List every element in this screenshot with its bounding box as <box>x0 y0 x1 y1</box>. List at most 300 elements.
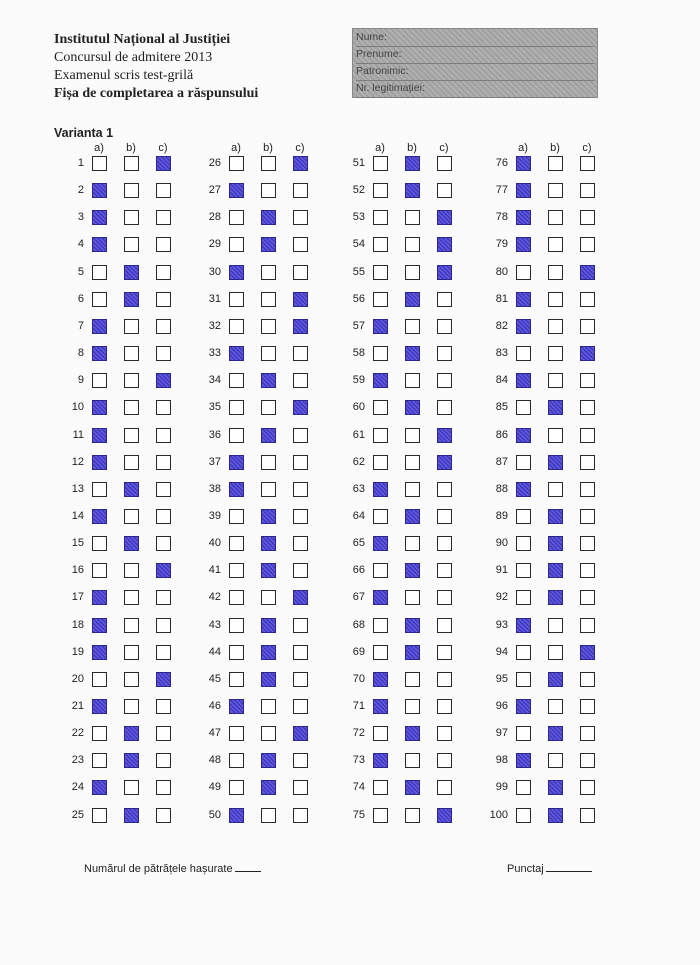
answer-box-25-c[interactable] <box>156 808 171 823</box>
answer-box-4-b[interactable] <box>124 237 139 252</box>
answer-box-21-b[interactable] <box>124 699 139 714</box>
answer-box-86-c[interactable] <box>580 428 595 443</box>
answer-box-38-b[interactable] <box>261 482 276 497</box>
answer-box-76-a[interactable] <box>516 156 531 171</box>
answer-box-2-b[interactable] <box>124 183 139 198</box>
answer-box-19-a[interactable] <box>92 645 107 660</box>
answer-box-93-b[interactable] <box>548 618 563 633</box>
answer-box-42-b[interactable] <box>261 590 276 605</box>
answer-box-75-a[interactable] <box>373 808 388 823</box>
answer-box-99-b[interactable] <box>548 780 563 795</box>
answer-box-21-c[interactable] <box>156 699 171 714</box>
answer-box-32-c[interactable] <box>293 319 308 334</box>
answer-box-10-c[interactable] <box>156 400 171 415</box>
answer-box-63-b[interactable] <box>405 482 420 497</box>
answer-box-64-a[interactable] <box>373 509 388 524</box>
answer-box-97-c[interactable] <box>580 726 595 741</box>
answer-box-100-a[interactable] <box>516 808 531 823</box>
answer-box-14-b[interactable] <box>124 509 139 524</box>
answer-box-98-a[interactable] <box>516 753 531 768</box>
answer-box-37-a[interactable] <box>229 455 244 470</box>
answer-box-83-b[interactable] <box>548 346 563 361</box>
answer-box-32-b[interactable] <box>261 319 276 334</box>
answer-box-58-a[interactable] <box>373 346 388 361</box>
answer-box-61-a[interactable] <box>373 428 388 443</box>
answer-box-37-c[interactable] <box>293 455 308 470</box>
answer-box-88-b[interactable] <box>548 482 563 497</box>
answer-box-48-b[interactable] <box>261 753 276 768</box>
answer-box-69-b[interactable] <box>405 645 420 660</box>
answer-box-49-b[interactable] <box>261 780 276 795</box>
answer-box-46-a[interactable] <box>229 699 244 714</box>
answer-box-51-c[interactable] <box>437 156 452 171</box>
answer-box-16-c[interactable] <box>156 563 171 578</box>
answer-box-18-b[interactable] <box>124 618 139 633</box>
answer-box-89-b[interactable] <box>548 509 563 524</box>
answer-box-96-a[interactable] <box>516 699 531 714</box>
answer-box-100-c[interactable] <box>580 808 595 823</box>
answer-box-74-c[interactable] <box>437 780 452 795</box>
answer-box-27-b[interactable] <box>261 183 276 198</box>
answer-box-75-c[interactable] <box>437 808 452 823</box>
answer-box-78-b[interactable] <box>548 210 563 225</box>
answer-box-82-b[interactable] <box>548 319 563 334</box>
answer-box-87-b[interactable] <box>548 455 563 470</box>
answer-box-89-c[interactable] <box>580 509 595 524</box>
answer-box-80-a[interactable] <box>516 265 531 280</box>
answer-box-97-b[interactable] <box>548 726 563 741</box>
answer-box-95-b[interactable] <box>548 672 563 687</box>
answer-box-68-b[interactable] <box>405 618 420 633</box>
shaded-count[interactable] <box>84 863 261 875</box>
answer-box-38-a[interactable] <box>229 482 244 497</box>
answer-box-5-a[interactable] <box>92 265 107 280</box>
answer-box-65-b[interactable] <box>405 536 420 551</box>
answer-box-14-a[interactable] <box>92 509 107 524</box>
field-patronimic[interactable]: Patronimic: <box>356 64 594 81</box>
answer-box-28-b[interactable] <box>261 210 276 225</box>
answer-box-47-b[interactable] <box>261 726 276 741</box>
answer-box-3-c[interactable] <box>156 210 171 225</box>
answer-box-67-c[interactable] <box>437 590 452 605</box>
answer-box-11-a[interactable] <box>92 428 107 443</box>
answer-box-56-c[interactable] <box>437 292 452 307</box>
answer-box-3-b[interactable] <box>124 210 139 225</box>
answer-box-46-b[interactable] <box>261 699 276 714</box>
answer-box-35-b[interactable] <box>261 400 276 415</box>
answer-box-83-c[interactable] <box>580 346 595 361</box>
answer-box-47-c[interactable] <box>293 726 308 741</box>
answer-box-56-a[interactable] <box>373 292 388 307</box>
answer-box-24-c[interactable] <box>156 780 171 795</box>
answer-box-29-b[interactable] <box>261 237 276 252</box>
answer-box-80-b[interactable] <box>548 265 563 280</box>
answer-box-73-c[interactable] <box>437 753 452 768</box>
answer-box-44-c[interactable] <box>293 645 308 660</box>
answer-box-52-c[interactable] <box>437 183 452 198</box>
answer-box-19-c[interactable] <box>156 645 171 660</box>
answer-box-81-b[interactable] <box>548 292 563 307</box>
answer-box-40-c[interactable] <box>293 536 308 551</box>
answer-box-33-c[interactable] <box>293 346 308 361</box>
answer-box-10-b[interactable] <box>124 400 139 415</box>
answer-box-88-c[interactable] <box>580 482 595 497</box>
answer-box-16-b[interactable] <box>124 563 139 578</box>
answer-box-70-c[interactable] <box>437 672 452 687</box>
answer-box-63-a[interactable] <box>373 482 388 497</box>
answer-box-55-b[interactable] <box>405 265 420 280</box>
answer-box-72-a[interactable] <box>373 726 388 741</box>
answer-box-92-b[interactable] <box>548 590 563 605</box>
answer-box-31-c[interactable] <box>293 292 308 307</box>
answer-box-34-a[interactable] <box>229 373 244 388</box>
answer-box-64-b[interactable] <box>405 509 420 524</box>
answer-box-50-c[interactable] <box>293 808 308 823</box>
answer-box-8-a[interactable] <box>92 346 107 361</box>
field-nume[interactable]: Nume: <box>356 30 594 47</box>
answer-box-39-c[interactable] <box>293 509 308 524</box>
answer-box-47-a[interactable] <box>229 726 244 741</box>
answer-box-17-a[interactable] <box>92 590 107 605</box>
answer-box-82-a[interactable] <box>516 319 531 334</box>
answer-box-69-a[interactable] <box>373 645 388 660</box>
answer-box-14-c[interactable] <box>156 509 171 524</box>
answer-box-90-c[interactable] <box>580 536 595 551</box>
answer-box-49-a[interactable] <box>229 780 244 795</box>
answer-box-60-c[interactable] <box>437 400 452 415</box>
answer-box-12-a[interactable] <box>92 455 107 470</box>
score[interactable] <box>507 863 592 875</box>
answer-box-33-b[interactable] <box>261 346 276 361</box>
answer-box-29-a[interactable] <box>229 237 244 252</box>
answer-box-39-b[interactable] <box>261 509 276 524</box>
answer-box-59-a[interactable] <box>373 373 388 388</box>
answer-box-63-c[interactable] <box>437 482 452 497</box>
answer-box-17-c[interactable] <box>156 590 171 605</box>
answer-box-65-c[interactable] <box>437 536 452 551</box>
answer-box-22-c[interactable] <box>156 726 171 741</box>
answer-box-76-b[interactable] <box>548 156 563 171</box>
answer-box-17-b[interactable] <box>124 590 139 605</box>
answer-box-59-b[interactable] <box>405 373 420 388</box>
answer-box-93-a[interactable] <box>516 618 531 633</box>
answer-box-28-c[interactable] <box>293 210 308 225</box>
answer-box-34-b[interactable] <box>261 373 276 388</box>
answer-box-65-a[interactable] <box>373 536 388 551</box>
answer-box-45-c[interactable] <box>293 672 308 687</box>
answer-box-7-c[interactable] <box>156 319 171 334</box>
answer-box-51-b[interactable] <box>405 156 420 171</box>
answer-box-77-c[interactable] <box>580 183 595 198</box>
answer-box-69-c[interactable] <box>437 645 452 660</box>
answer-box-36-b[interactable] <box>261 428 276 443</box>
answer-box-85-b[interactable] <box>548 400 563 415</box>
answer-box-77-b[interactable] <box>548 183 563 198</box>
answer-box-86-a[interactable] <box>516 428 531 443</box>
answer-box-9-b[interactable] <box>124 373 139 388</box>
answer-box-79-b[interactable] <box>548 237 563 252</box>
answer-box-85-a[interactable] <box>516 400 531 415</box>
answer-box-50-b[interactable] <box>261 808 276 823</box>
answer-box-96-c[interactable] <box>580 699 595 714</box>
answer-box-23-a[interactable] <box>92 753 107 768</box>
answer-box-76-c[interactable] <box>580 156 595 171</box>
answer-box-61-b[interactable] <box>405 428 420 443</box>
answer-box-21-a[interactable] <box>92 699 107 714</box>
answer-box-99-c[interactable] <box>580 780 595 795</box>
answer-box-1-a[interactable] <box>92 156 107 171</box>
answer-box-52-a[interactable] <box>373 183 388 198</box>
answer-box-88-a[interactable] <box>516 482 531 497</box>
answer-box-79-a[interactable] <box>516 237 531 252</box>
answer-box-97-a[interactable] <box>516 726 531 741</box>
answer-box-72-c[interactable] <box>437 726 452 741</box>
answer-box-91-a[interactable] <box>516 563 531 578</box>
answer-box-77-a[interactable] <box>516 183 531 198</box>
answer-box-27-c[interactable] <box>293 183 308 198</box>
answer-box-79-c[interactable] <box>580 237 595 252</box>
answer-box-94-c[interactable] <box>580 645 595 660</box>
answer-box-41-c[interactable] <box>293 563 308 578</box>
answer-box-20-b[interactable] <box>124 672 139 687</box>
answer-box-15-c[interactable] <box>156 536 171 551</box>
answer-box-41-b[interactable] <box>261 563 276 578</box>
answer-box-87-a[interactable] <box>516 455 531 470</box>
answer-box-44-b[interactable] <box>261 645 276 660</box>
answer-box-8-c[interactable] <box>156 346 171 361</box>
answer-box-18-a[interactable] <box>92 618 107 633</box>
answer-box-68-c[interactable] <box>437 618 452 633</box>
answer-box-15-b[interactable] <box>124 536 139 551</box>
answer-box-90-a[interactable] <box>516 536 531 551</box>
answer-box-24-b[interactable] <box>124 780 139 795</box>
answer-box-67-a[interactable] <box>373 590 388 605</box>
answer-box-35-a[interactable] <box>229 400 244 415</box>
answer-box-91-c[interactable] <box>580 563 595 578</box>
answer-box-84-b[interactable] <box>548 373 563 388</box>
answer-box-53-c[interactable] <box>437 210 452 225</box>
answer-box-74-b[interactable] <box>405 780 420 795</box>
answer-box-70-b[interactable] <box>405 672 420 687</box>
answer-box-54-b[interactable] <box>405 237 420 252</box>
answer-box-53-a[interactable] <box>373 210 388 225</box>
answer-box-11-c[interactable] <box>156 428 171 443</box>
answer-box-95-c[interactable] <box>580 672 595 687</box>
answer-box-23-b[interactable] <box>124 753 139 768</box>
answer-box-71-b[interactable] <box>405 699 420 714</box>
answer-box-20-a[interactable] <box>92 672 107 687</box>
answer-box-46-c[interactable] <box>293 699 308 714</box>
answer-box-68-a[interactable] <box>373 618 388 633</box>
answer-box-56-b[interactable] <box>405 292 420 307</box>
answer-box-54-c[interactable] <box>437 237 452 252</box>
answer-box-81-c[interactable] <box>580 292 595 307</box>
answer-box-92-c[interactable] <box>580 590 595 605</box>
answer-box-50-a[interactable] <box>229 808 244 823</box>
answer-box-18-c[interactable] <box>156 618 171 633</box>
answer-box-13-c[interactable] <box>156 482 171 497</box>
answer-box-93-c[interactable] <box>580 618 595 633</box>
answer-box-57-b[interactable] <box>405 319 420 334</box>
answer-box-49-c[interactable] <box>293 780 308 795</box>
answer-box-55-a[interactable] <box>373 265 388 280</box>
answer-box-71-a[interactable] <box>373 699 388 714</box>
answer-box-36-a[interactable] <box>229 428 244 443</box>
answer-box-4-a[interactable] <box>92 237 107 252</box>
answer-box-5-c[interactable] <box>156 265 171 280</box>
answer-box-24-a[interactable] <box>92 780 107 795</box>
answer-box-98-c[interactable] <box>580 753 595 768</box>
answer-box-96-b[interactable] <box>548 699 563 714</box>
answer-box-39-a[interactable] <box>229 509 244 524</box>
answer-box-48-c[interactable] <box>293 753 308 768</box>
answer-box-2-c[interactable] <box>156 183 171 198</box>
answer-box-84-a[interactable] <box>516 373 531 388</box>
answer-box-26-c[interactable] <box>293 156 308 171</box>
answer-box-66-b[interactable] <box>405 563 420 578</box>
answer-box-57-c[interactable] <box>437 319 452 334</box>
answer-box-2-a[interactable] <box>92 183 107 198</box>
answer-box-3-a[interactable] <box>92 210 107 225</box>
answer-box-7-b[interactable] <box>124 319 139 334</box>
answer-box-43-c[interactable] <box>293 618 308 633</box>
answer-box-40-a[interactable] <box>229 536 244 551</box>
answer-box-94-a[interactable] <box>516 645 531 660</box>
answer-box-30-a[interactable] <box>229 265 244 280</box>
answer-box-42-c[interactable] <box>293 590 308 605</box>
answer-box-83-a[interactable] <box>516 346 531 361</box>
answer-box-90-b[interactable] <box>548 536 563 551</box>
answer-box-22-b[interactable] <box>124 726 139 741</box>
answer-box-13-a[interactable] <box>92 482 107 497</box>
answer-box-38-c[interactable] <box>293 482 308 497</box>
answer-box-75-b[interactable] <box>405 808 420 823</box>
answer-box-23-c[interactable] <box>156 753 171 768</box>
answer-box-71-c[interactable] <box>437 699 452 714</box>
answer-box-61-c[interactable] <box>437 428 452 443</box>
answer-box-34-c[interactable] <box>293 373 308 388</box>
answer-box-29-c[interactable] <box>293 237 308 252</box>
answer-box-22-a[interactable] <box>92 726 107 741</box>
answer-box-6-b[interactable] <box>124 292 139 307</box>
answer-box-64-c[interactable] <box>437 509 452 524</box>
answer-box-54-a[interactable] <box>373 237 388 252</box>
answer-box-42-a[interactable] <box>229 590 244 605</box>
answer-box-44-a[interactable] <box>229 645 244 660</box>
answer-box-15-a[interactable] <box>92 536 107 551</box>
answer-box-4-c[interactable] <box>156 237 171 252</box>
answer-box-59-c[interactable] <box>437 373 452 388</box>
answer-box-25-b[interactable] <box>124 808 139 823</box>
answer-box-6-a[interactable] <box>92 292 107 307</box>
answer-box-37-b[interactable] <box>261 455 276 470</box>
answer-box-99-a[interactable] <box>516 780 531 795</box>
answer-box-57-a[interactable] <box>373 319 388 334</box>
answer-box-84-c[interactable] <box>580 373 595 388</box>
answer-box-40-b[interactable] <box>261 536 276 551</box>
answer-box-72-b[interactable] <box>405 726 420 741</box>
answer-box-100-b[interactable] <box>548 808 563 823</box>
answer-box-60-a[interactable] <box>373 400 388 415</box>
answer-box-73-a[interactable] <box>373 753 388 768</box>
answer-box-66-c[interactable] <box>437 563 452 578</box>
answer-box-8-b[interactable] <box>124 346 139 361</box>
answer-box-16-a[interactable] <box>92 563 107 578</box>
answer-box-36-c[interactable] <box>293 428 308 443</box>
answer-box-20-c[interactable] <box>156 672 171 687</box>
answer-box-45-b[interactable] <box>261 672 276 687</box>
answer-box-45-a[interactable] <box>229 672 244 687</box>
answer-box-55-c[interactable] <box>437 265 452 280</box>
answer-box-33-a[interactable] <box>229 346 244 361</box>
answer-box-11-b[interactable] <box>124 428 139 443</box>
answer-box-26-b[interactable] <box>261 156 276 171</box>
answer-box-86-b[interactable] <box>548 428 563 443</box>
answer-box-51-a[interactable] <box>373 156 388 171</box>
field-nr-legitimatie[interactable]: Nr. legitimației: <box>356 81 594 98</box>
answer-box-12-b[interactable] <box>124 455 139 470</box>
answer-box-1-c[interactable] <box>156 156 171 171</box>
answer-box-58-c[interactable] <box>437 346 452 361</box>
answer-box-91-b[interactable] <box>548 563 563 578</box>
answer-box-48-a[interactable] <box>229 753 244 768</box>
answer-box-74-a[interactable] <box>373 780 388 795</box>
answer-box-26-a[interactable] <box>229 156 244 171</box>
field-prenume[interactable]: Prenume: <box>356 47 594 64</box>
answer-box-53-b[interactable] <box>405 210 420 225</box>
answer-box-60-b[interactable] <box>405 400 420 415</box>
answer-box-70-a[interactable] <box>373 672 388 687</box>
answer-box-31-a[interactable] <box>229 292 244 307</box>
answer-box-87-c[interactable] <box>580 455 595 470</box>
answer-box-94-b[interactable] <box>548 645 563 660</box>
answer-box-73-b[interactable] <box>405 753 420 768</box>
answer-box-81-a[interactable] <box>516 292 531 307</box>
answer-box-28-a[interactable] <box>229 210 244 225</box>
answer-box-31-b[interactable] <box>261 292 276 307</box>
answer-box-66-a[interactable] <box>373 563 388 578</box>
answer-box-30-c[interactable] <box>293 265 308 280</box>
answer-box-43-a[interactable] <box>229 618 244 633</box>
answer-box-19-b[interactable] <box>124 645 139 660</box>
answer-box-32-a[interactable] <box>229 319 244 334</box>
answer-box-13-b[interactable] <box>124 482 139 497</box>
answer-box-98-b[interactable] <box>548 753 563 768</box>
answer-box-80-c[interactable] <box>580 265 595 280</box>
answer-box-78-a[interactable] <box>516 210 531 225</box>
answer-box-12-c[interactable] <box>156 455 171 470</box>
answer-box-92-a[interactable] <box>516 590 531 605</box>
answer-box-82-c[interactable] <box>580 319 595 334</box>
answer-box-85-c[interactable] <box>580 400 595 415</box>
answer-box-62-b[interactable] <box>405 455 420 470</box>
answer-box-62-a[interactable] <box>373 455 388 470</box>
answer-box-95-a[interactable] <box>516 672 531 687</box>
answer-box-5-b[interactable] <box>124 265 139 280</box>
answer-box-6-c[interactable] <box>156 292 171 307</box>
answer-box-10-a[interactable] <box>92 400 107 415</box>
answer-box-41-a[interactable] <box>229 563 244 578</box>
answer-box-7-a[interactable] <box>92 319 107 334</box>
answer-box-30-b[interactable] <box>261 265 276 280</box>
answer-box-78-c[interactable] <box>580 210 595 225</box>
answer-box-9-c[interactable] <box>156 373 171 388</box>
answer-box-43-b[interactable] <box>261 618 276 633</box>
answer-box-25-a[interactable] <box>92 808 107 823</box>
answer-box-67-b[interactable] <box>405 590 420 605</box>
answer-box-58-b[interactable] <box>405 346 420 361</box>
answer-box-62-c[interactable] <box>437 455 452 470</box>
